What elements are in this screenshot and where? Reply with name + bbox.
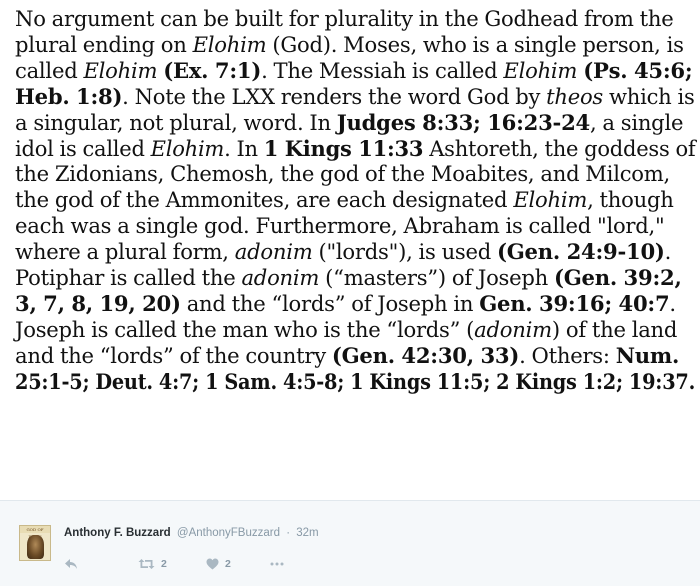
avatar-banner-text: GOD OF	[20, 526, 50, 533]
passage-line	[15, 291, 695, 317]
passage-text-run: No argument can be built for plurality in the Godhead from the	[15, 6, 674, 31]
italic-term: adonim	[234, 239, 313, 265]
passage-text-run: .	[669, 290, 676, 316]
tweet-footer	[0, 500, 700, 586]
passage-text-run: idol is called	[15, 135, 151, 161]
italic-term: theos	[546, 83, 603, 109]
scripture-reference: Heb. 1:8)	[15, 83, 123, 109]
retweet-icon	[138, 558, 155, 570]
tweet-timestamp[interactable]: 32m	[296, 527, 319, 539]
italic-term: Elohim	[192, 31, 267, 57]
passage-text-run: . Note the LXX renders the word God by	[122, 83, 547, 109]
passage-text-run: , a single	[589, 109, 684, 135]
passage-text-run: the god of the Ammonites, are each designated	[15, 187, 514, 213]
passage-line	[15, 6, 695, 32]
retweet-count: 2	[161, 558, 167, 570]
passage-line	[15, 161, 695, 187]
passage-text-run: . In	[224, 135, 264, 161]
passage-text	[15, 6, 697, 395]
passage-text-run: ("lords"), is used	[312, 239, 498, 265]
scripture-reference: (Gen. 42:30, 33)	[331, 342, 520, 368]
scripture-reference: 3, 7, 8, 19, 20)	[15, 290, 181, 316]
tweet-author-line	[64, 526, 319, 540]
scripture-reference: (Gen. 39:2,	[554, 265, 682, 291]
italic-term: adonim	[241, 265, 320, 291]
passage-line	[15, 343, 695, 369]
italic-term: Elohim	[503, 57, 578, 83]
passage-line	[15, 187, 695, 213]
passage-text-run: ) of the land	[551, 316, 678, 342]
passage-text-run: Joseph is called the man who is the “lords” (	[15, 316, 475, 342]
italic-term: Elohim	[83, 57, 158, 83]
passage-line	[15, 110, 695, 136]
passage-text-run: . The Messiah is called	[261, 57, 504, 83]
reply-icon	[64, 558, 78, 570]
more-button[interactable]	[270, 556, 284, 572]
passage-text-run: (“masters”) of Joseph	[319, 265, 555, 291]
passage-text-run: . Others:	[519, 342, 616, 368]
passage-line	[15, 368, 696, 395]
passage-line	[15, 32, 695, 58]
passage-text-run: called	[15, 57, 84, 83]
italic-term: Elohim	[150, 135, 225, 161]
avatar-portrait	[27, 535, 44, 559]
scripture-reference: Judges 8:33; 16:23-24	[336, 109, 590, 135]
reply-button[interactable]	[64, 556, 78, 572]
passage-line	[15, 135, 696, 162]
passage-text-run: where a plural form,	[15, 239, 235, 265]
passage-text-run: plural ending on	[15, 31, 193, 57]
passage-line	[15, 213, 695, 239]
retweet-button[interactable]	[138, 556, 167, 572]
passage-text-run: Potiphar is called the	[15, 265, 242, 291]
like-count: 2	[225, 558, 231, 570]
scripture-reference: (Gen. 24:9-10)	[497, 239, 665, 265]
passage-text-run: a singular, not plural, word. In	[15, 109, 337, 135]
passage-text-run: and the “lords” of the country	[15, 342, 332, 368]
passage-text-run: and the “lords” of Joseph in	[180, 290, 480, 316]
passage-line	[15, 58, 695, 84]
scripture-reference: Gen. 39:16; 40:7	[479, 290, 670, 316]
italic-term: Elohim	[513, 187, 588, 213]
italic-term: adonim	[474, 316, 552, 342]
passage-line	[15, 239, 695, 265]
passage-text-run: which is	[602, 83, 695, 109]
scripture-reference: Num.	[615, 342, 680, 368]
passage-text-run: Ashtoreth, the goddess of	[423, 135, 696, 161]
tweet-actions	[64, 556, 324, 572]
passage-line	[15, 317, 695, 343]
scripture-reference: 25:1-5; Deut. 4:7; 1 Sam. 4:5-8; 1 Kings 11:5; 2 Kings 1:2; 19:37.	[15, 368, 696, 394]
author-name[interactable]: Anthony F. Buzzard	[64, 527, 171, 539]
author-handle[interactable]: @AnthonyFBuzzard	[176, 527, 280, 539]
passage-line	[15, 84, 694, 110]
scripture-reference: (Ex. 7:1)	[163, 57, 262, 83]
passage-line	[15, 265, 695, 291]
passage-text-run: the Zidonians, Chemosh, the god of the Moabites, and Milcom,	[15, 161, 671, 187]
passage-text-run: (God). Moses, who is a single person, is	[266, 31, 684, 57]
author-separator: ·	[286, 527, 291, 539]
passage-text-run: .	[664, 239, 672, 265]
avatar[interactable]	[19, 525, 51, 561]
more-dots-icon	[270, 562, 284, 566]
heart-icon	[206, 558, 219, 570]
scripture-reference: (Ps. 45:6;	[583, 57, 693, 83]
scripture-reference: 1 Kings 11:33	[263, 135, 424, 161]
passage-text-run: each was a single god. Furthermore, Abraham is called "lord,"	[15, 213, 665, 239]
passage-text-run: , though	[587, 187, 674, 213]
like-button[interactable]	[206, 556, 231, 572]
